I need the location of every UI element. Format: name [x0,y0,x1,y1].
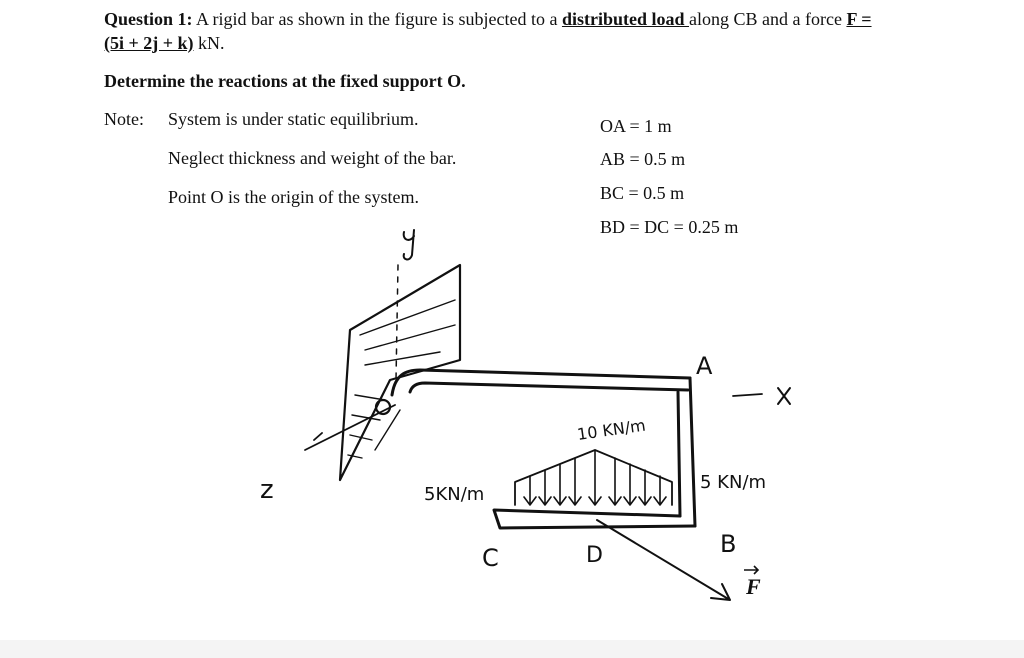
z-axis [305,405,395,450]
page-bottom-edge [0,640,1024,658]
distributed-load-term: distributed load [561,9,689,29]
label-b: B [720,530,737,558]
note-label: Note: [104,109,144,129]
dimension-bc: BC = 0.5 m [600,183,685,203]
load-arrows [524,450,666,505]
task-statement: Determine the reactions at the fixed support O. [104,71,466,91]
force-vector: (5i + 2j + k) [104,33,194,53]
force-symbol: F = [846,9,872,29]
question-text-b: along CB and a force [688,9,847,29]
note-item: Point O is the origin of the system. [168,187,419,207]
load-left-label: 5KN/m [424,484,485,505]
force-unit: kN. [193,33,225,53]
force-vector-arrow-icon [744,566,758,574]
bar-ab [678,378,695,526]
note-item: System is under static equilibrium. [168,109,419,129]
label-d: D [586,543,603,568]
y-axis [396,265,398,380]
label-a: A [696,352,713,380]
y-axis-letter [404,230,414,259]
force-arrow [597,520,730,600]
fixed-support-wall [340,265,460,480]
x-axis-letter [778,388,790,404]
x-axis [733,394,762,396]
z-axis-letter: z [260,475,274,505]
load-peak-label: 10 KN/m [575,415,647,444]
question-text-a: A rigid bar as shown in the figure is subjected to a [192,9,562,29]
note-item: Neglect thickness and weight of the bar. [168,148,457,168]
dimension-ab: AB = 0.5 m [600,149,686,169]
label-c: C [482,544,499,572]
question-label: Question 1: [104,9,193,29]
force-label: F [746,574,761,599]
load-right-label: 5 KN/m [700,472,767,493]
dimension-oa: OA = 1 m [600,116,672,136]
bar-oa [392,370,690,395]
bar-bc [494,510,695,528]
dimension-bd-dc: BD = DC = 0.25 m [600,217,739,237]
